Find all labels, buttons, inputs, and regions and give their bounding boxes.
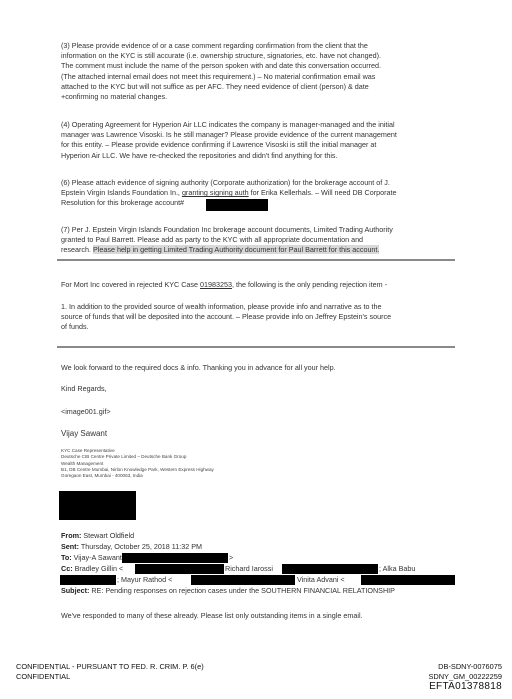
item-4-line-2: manager was Lawrence Visoski. Is he still manager? Please provide evidence of the current management xyxy=(61,130,397,140)
item-4-line-3: for this entity. – Please provide evidence confirming if Lawrence Visoski is still the initial manager at xyxy=(61,140,377,150)
footer-confidential: CONFIDENTIAL xyxy=(16,671,71,681)
cc-bradley: Bradley Gillin < xyxy=(74,564,124,573)
item-3-line-1: (3) Please provide evidence of or a case comment regarding confirmation from the client that the xyxy=(61,41,368,50)
email-subject-row xyxy=(61,586,461,596)
signature-block xyxy=(61,448,453,479)
signature-title: KYC Case Representative xyxy=(61,448,115,453)
subject-label: Subject: xyxy=(61,586,90,595)
from-label: From: xyxy=(61,531,82,540)
signature-address-2: Goregaon East, Mumbai - 400063, India xyxy=(61,473,143,479)
item-3-line-2: information on the KYC is still accurate (i.e. ownership structure, signatories, etc. have not changed). xyxy=(61,51,382,61)
item-3-paragraph xyxy=(61,41,453,102)
email-cc-row xyxy=(61,564,123,574)
redaction-account-number xyxy=(206,199,268,211)
item-3-line-4: (The attached internal email does not meet this requirement.) – No material confirmation email was xyxy=(61,71,376,81)
item-7-line-3a: research. xyxy=(61,245,91,255)
bates-efta: EFTA01378818 xyxy=(429,681,502,692)
closing-line: We look forward to the required docs & info. Thanking you in advance for all your help. xyxy=(61,363,336,372)
item-6-line-1: (6) Please attach evidence of signing authority (Corporate authorization) for the brokerage account of J. xyxy=(61,178,390,187)
redaction-cc-1 xyxy=(135,564,224,574)
signature-address-1: B1, DB Centre Mumbai, Nirlon Knowledge Park, Western Express Highway xyxy=(61,466,214,472)
mort-item-line-3: of funds. xyxy=(61,322,89,332)
item-6-underlined-text: granting signing auth xyxy=(181,188,249,198)
redaction-to-email xyxy=(122,553,228,563)
item-4-line-4: Hyperion Air LLC. We have re-checked the repositories and didn't find anything for this. xyxy=(61,150,338,160)
mort-item-line-2: source of funds that will be deposited into the account. – Please provide info on Jeffrey Epstein's source xyxy=(61,312,392,322)
cc-mayur: ; Mayur Rathod < xyxy=(117,575,173,584)
mort-intro xyxy=(61,280,453,290)
item-6-line-2a: Epstein Virgin Islands Foundation In., xyxy=(61,188,180,198)
signature-name: Vijay Sawant xyxy=(61,429,108,438)
item-7-line-2: granted to Paul Barrett. Please add as party to the KYC with all appropriate documentation and xyxy=(61,235,364,245)
item-4-paragraph xyxy=(61,120,453,161)
mort-intro-text: For Mort Inc covered in rejected KYC Case xyxy=(61,280,199,289)
subject-value: RE: Pending responses on rejection cases under the SOUTHERN FINANCIAL RELATIONSHIP xyxy=(91,586,395,595)
signature-division: Wealth Management xyxy=(61,460,104,466)
item-3-line-6: +confirming no material changes. xyxy=(61,92,168,102)
redaction-cc-4 xyxy=(191,575,295,585)
redaction-cc-2 xyxy=(282,564,378,574)
redaction-cc-3 xyxy=(60,575,116,585)
divider-2 xyxy=(57,346,455,348)
reply-body: We've responded to many of these already. Please list only outstanding items in a single email. xyxy=(61,611,363,620)
mort-item-line-1: 1. In addition to the provided source of wealth information, please provide info and narrative as to the xyxy=(61,302,382,311)
sent-value: Thursday, October 25, 2018 11:32 PM xyxy=(80,542,203,551)
item-7-highlighted-text: Please help in getting Limited Trading Authority document for Paul Barrett for this account. xyxy=(92,245,380,255)
to-value: Vijay-A Sawant xyxy=(73,553,122,562)
email-sent-row xyxy=(61,542,202,552)
kyc-case-number: 01983253 xyxy=(200,280,232,289)
to-label: To: xyxy=(61,553,72,562)
item-6-line-2c: for Erika Kellerhals. – Will need DB Corporate xyxy=(250,188,397,198)
email-to-row xyxy=(61,553,122,563)
image-placeholder: <image001.gif> xyxy=(61,407,111,416)
footer-right xyxy=(428,662,502,692)
cc-alka: ; Alka Babu xyxy=(379,564,416,573)
item-3-line-3: The comment must include the name of the person spoken with and date this conversation occurred. xyxy=(61,61,382,71)
divider-1 xyxy=(57,259,455,261)
email-from-row xyxy=(61,531,134,541)
bates-sdny-gm: SDNY_GM_00222259 xyxy=(428,671,502,681)
mort-intro-text-end: , the following is the only pending rejection item - xyxy=(232,280,388,289)
kind-regards: Kind Regards, xyxy=(61,384,107,393)
signature-company: Deutsche CIB Centre Private Limited – Deutsche Bank Group xyxy=(61,454,187,460)
cc-vinita: Vinita Advani < xyxy=(297,575,345,584)
item-4-line-1: (4) Operating Agreement for Hyperion Air LLC indicates the company is manager-managed and the initial xyxy=(61,120,395,129)
item-6-line-3: Resolution for this brokerage account# xyxy=(61,198,185,208)
redaction-signature-contact xyxy=(59,491,136,520)
item-3-line-5: attached to the KYC but will not suffice as per AFC. They need evidence of client (person) & date xyxy=(61,81,369,91)
mort-item-paragraph xyxy=(61,302,453,333)
redaction-cc-5 xyxy=(361,575,455,585)
item-7-line-3 xyxy=(61,245,453,255)
bates-db-sdny: DB-SDNY-0076075 xyxy=(438,662,502,671)
item-7-paragraph xyxy=(61,225,453,256)
footer-left xyxy=(16,662,204,681)
cc-label: Cc: xyxy=(61,564,73,573)
item-6-line-2 xyxy=(61,188,453,198)
from-value: Stewart Oldfield xyxy=(83,531,135,540)
sent-label: Sent: xyxy=(61,542,79,551)
to-end: > xyxy=(229,553,234,562)
cc-richard: Richard Iarossi xyxy=(225,564,273,573)
item-7-line-1: (7) Per J. Epstein Virgin Islands Foundation Inc brokerage account documents, Limited Trading Authority xyxy=(61,225,393,234)
footer-confidential-rule: CONFIDENTIAL - PURSUANT TO FED. R. CRIM. P. 6(e) xyxy=(16,662,204,671)
